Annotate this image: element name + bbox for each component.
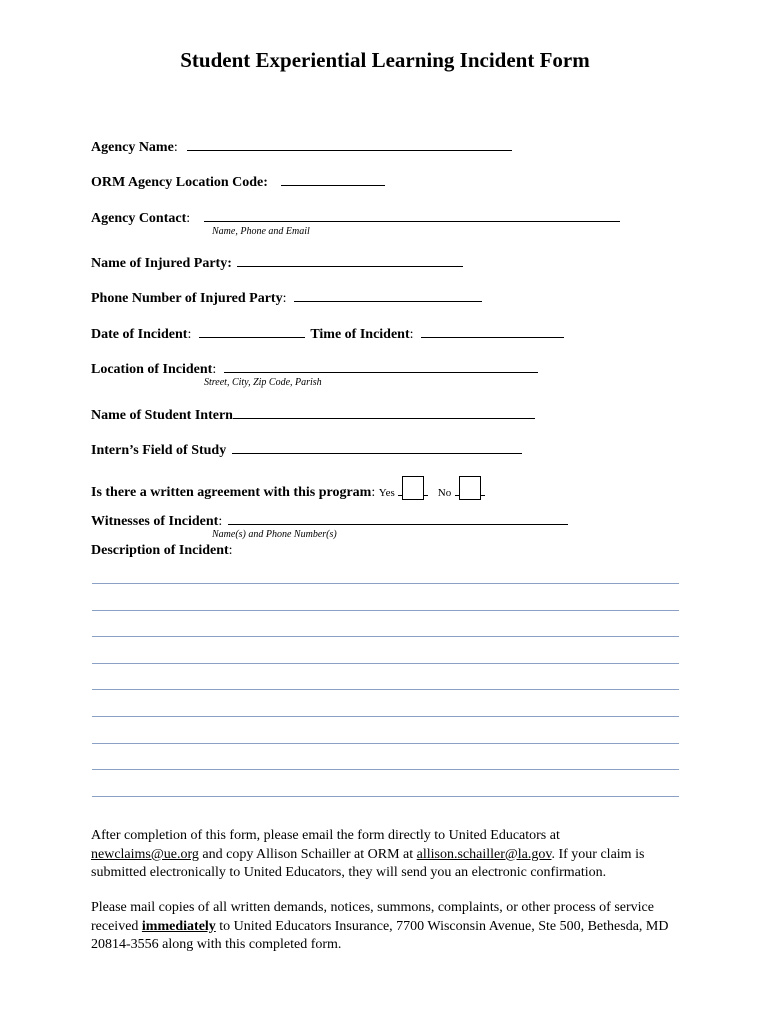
form-title: Student Experiential Learning Incident Form: [180, 48, 590, 72]
yes-label: Yes: [378, 487, 395, 499]
injured-name-input[interactable]: [237, 253, 463, 267]
no-checkbox[interactable]: [459, 476, 481, 500]
witnesses-label: Witnesses of Incident: [91, 514, 219, 529]
field-of-study-label: Intern’s Field of Study: [91, 443, 227, 458]
orm-email-link[interactable]: allison.schailler@la.gov: [416, 846, 552, 862]
incident-date-label: Date of Incident: [91, 327, 188, 342]
description-line[interactable]: [92, 716, 679, 717]
date-time-row: Date of Incident: Time of Incident:: [91, 324, 564, 344]
field-of-study-input[interactable]: [232, 440, 522, 454]
agency-contact-row: Agency Contact:: [91, 208, 620, 228]
description-line[interactable]: [92, 796, 679, 797]
witnesses-hint: Name(s) and Phone Number(s): [212, 529, 337, 540]
incident-time-input[interactable]: [421, 324, 564, 338]
field-of-study-row: [91, 440, 522, 460]
orm-code-label: ORM Agency Location Code:: [91, 175, 268, 190]
injured-phone-label: Phone Number of Injured Party: [91, 291, 283, 306]
location-row: Location of Incident:: [91, 359, 538, 379]
description-line[interactable]: [92, 689, 679, 690]
agency-name-label: Agency Name: [91, 140, 174, 155]
witnesses-input[interactable]: [228, 511, 568, 525]
immediately-emphasis: immediately: [141, 918, 216, 934]
description-line[interactable]: [92, 743, 679, 744]
description-line[interactable]: [92, 583, 679, 584]
agency-name-row: Agency Name:: [91, 137, 512, 157]
yes-checkbox[interactable]: [402, 476, 424, 500]
description-line[interactable]: [92, 769, 679, 770]
injured-phone-row: Phone Number of Injured Party:: [91, 288, 482, 308]
location-hint: Street, City, Zip Code, Parish: [204, 377, 322, 388]
incident-date-input[interactable]: [199, 324, 305, 338]
description-label: Description of Incident: [91, 543, 229, 558]
description-row: Description of Incident:: [91, 543, 233, 558]
agency-contact-label: Agency Contact: [91, 211, 187, 226]
agreement-label: Is there a written agreement with this program: [91, 485, 372, 500]
orm-code-input[interactable]: [281, 172, 385, 186]
description-line[interactable]: [92, 663, 679, 664]
instructions-paragraph-2: Please mail copies of all written demands, notices, summons, complaints, or other process of service received immediately to United Educators Insurance, 7700 Wisconsin Avenue, Ste 500, Bethesda, MD 20814-3556 along with this completed form.: [91, 900, 669, 952]
agency-name-input[interactable]: [187, 137, 512, 151]
orm-code-row: [91, 172, 385, 192]
location-label: Location of Incident: [91, 362, 213, 377]
injured-name-label: Name of Injured Party:: [91, 256, 232, 271]
incident-time-label: Time of Incident: [310, 327, 410, 342]
ue-email-link[interactable]: newclaims@ue.org: [91, 846, 199, 862]
no-label: No: [437, 487, 452, 499]
injured-name-row: [91, 253, 463, 273]
agency-contact-hint: Name, Phone and Email: [212, 226, 310, 237]
description-line[interactable]: [92, 636, 679, 637]
agreement-row: Is there a written agreement with this program: Yes No: [91, 476, 485, 502]
location-input[interactable]: [224, 359, 538, 373]
witnesses-row: Witnesses of Incident:: [91, 511, 568, 531]
injured-phone-input[interactable]: [294, 288, 482, 302]
intern-name-row: [91, 405, 535, 425]
description-line[interactable]: [92, 610, 679, 611]
agency-contact-input[interactable]: [204, 208, 620, 222]
intern-name-label: Name of Student Intern: [91, 408, 233, 423]
instructions-paragraph-1: After completion of this form, please email the form directly to United Educators at newclaims@ue.org and copy Allison Schailler at ORM at allison.schailler@la.gov. If your claim is submitted electronically to United Educators, they will send you an electronic confirmation.: [91, 828, 645, 880]
intern-name-input[interactable]: [233, 405, 535, 419]
